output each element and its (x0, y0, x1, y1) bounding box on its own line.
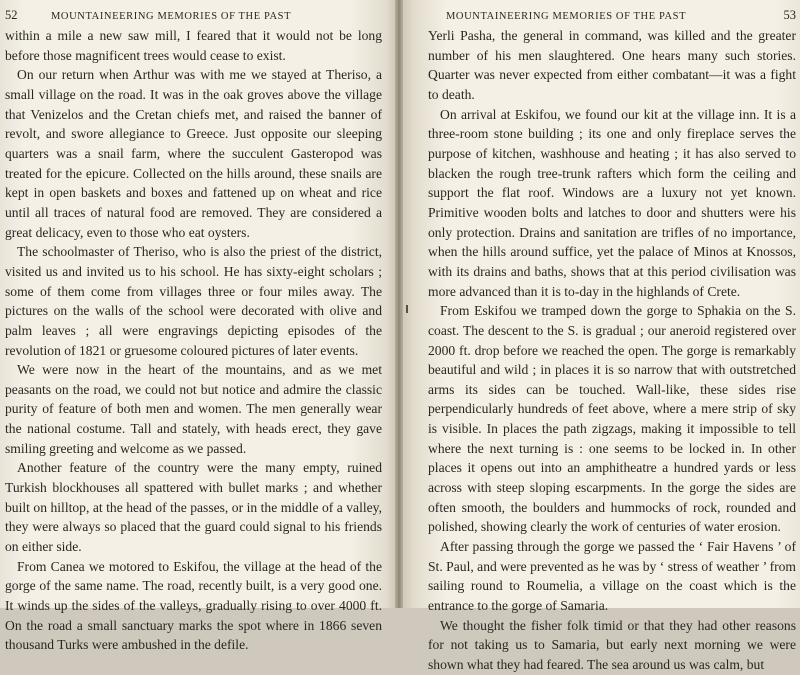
paragraph: Yerli Pasha, the general in command, was killed and the greater number of his men slaughtered. One hears many such stories. Quarter was never expected from either combatant—it was a fight to death. (428, 28, 796, 102)
paragraph: within a mile a new saw mill, I feared that it would not be long before those magnificent trees would cease to exist. (5, 28, 382, 63)
left-page (0, 0, 398, 653)
left-page-header (5, 4, 382, 26)
book-gutter (395, 0, 403, 608)
margin-mark (406, 305, 408, 313)
running-head: MOUNTAINEERING MEMORIES OF THE PAST (51, 11, 292, 22)
right-page-header (428, 4, 796, 26)
paragraph: Another feature of the country were the many empty, ruined Turkish blockhouses all spattered with bullet marks ; and whether built on hilltop, at the head of the passes, or in the middle of a valley, they were always so placed that the guard could signal to his friends on either side. (5, 460, 382, 555)
paragraph: From Eskifou we tramped down the gorge to Sphakia on the S. coast. The descent to the S. is gradual ; our aneroid registered over 2000 ft. drop before we reached the open. The gorge is remarkably beautiful and wild ; in places it is so narrow that with outstretched arms its sides can be touched. Wall-like, these sides rise perpendicularly hundreds of feet above, where a mere strip of sky is visible. In places the path zigzags, making it impossible to tell where the next turning is : one seems to be locked in. In other places it opens out into an amphitheatre a hundred yards or less across with steep sloping escarpments. In the gorge the sides are often smooth, the boulders and hummocks of rock, rounded and polished, showing clearly the work of centuries of water erosion. (428, 303, 796, 535)
left-page-body (5, 26, 382, 655)
paragraph: We were now in the heart of the mountains, and as we met peasants on the road, we could not but notice and admire the classic purity of feature of both men and women. The men generally wear the national costume. Tall and stately, with heads erect, they gave smiling greeting and welcome as we passed. (5, 362, 382, 456)
right-page-body (428, 26, 796, 675)
page-number: 53 (783, 8, 796, 22)
paragraph: We thought the fisher folk timid or that they had other reasons for not taking us to Samaria, but early next morning we were shown what they had feared. The sea around us was calm, but (428, 617, 796, 672)
paragraph: After passing through the gorge we passed the ‘ Fair Havens ’ of St. Paul, and were prevented as he was by ‘ stress of weather ’ from sailing round to Roumelia, a village on the coast which is the entrance to the gorge of Samaria. (428, 539, 796, 614)
paragraph: On arrival at Eskifou, we found our kit at the village inn. It is a three-room stone building ; its one and only fireplace serves the purpose of kitchen, washhouse and heating ; it has also served to blacken the rough tree-trunk rafters which form the ceiling and support the flat roof. Windows are a luxury not yet known. Primitive wooden bolts and latches to door and shutters were his only protection. Drains and sanitation are trifles of no importance, when the hills around suffice, yet the palace of Minos at Knossos, with its drains and baths, shows that at this period civilisation was more advanced than it is to-day in the highlands of Crete. (428, 106, 796, 299)
page-number: 52 (5, 8, 18, 22)
paragraph: On our return when Arthur was with me we stayed at Theriso, a small village on the road. It was in the oak groves above the village that Venizelos and the Cretan chiefs met, and raised the banner of revolt, and swore allegiance to Greece. Just opposite our sleeping quarters was a snail farm, where the succulent Gasteropod was treated for the epicure. Collected on the hills around, these snails are kept in open baskets and boxes and fattened up on wheat and rice until all traces of natural food are removed. They are considered a great delicacy, even to those who eat oysters. (5, 67, 382, 240)
right-page (398, 0, 800, 672)
paragraph: The schoolmaster of Theriso, who is also the priest of the district, visited us and invited us to his school. He has sixty-eight scholars ; some of them come from villages three or four miles away. The pictures on the walls of the school were decorated with olive and palm leaves ; all were engravings depicting episodes of the revolution of 1821 or gruesome coloured pictures of later events. (5, 244, 382, 358)
running-head: MOUNTAINEERING MEMORIES OF THE PAST (446, 11, 687, 22)
paragraph: From Canea we motored to Eskifou, the village at the head of the gorge of the same name. The road, recently built, is a very good one. It winds up the sides of the valleys, gradually rising to over 4000 ft. On the road a small sanctuary marks the spot where in 1866 seven thousand Turks were ambushed in the defile. (5, 558, 382, 653)
